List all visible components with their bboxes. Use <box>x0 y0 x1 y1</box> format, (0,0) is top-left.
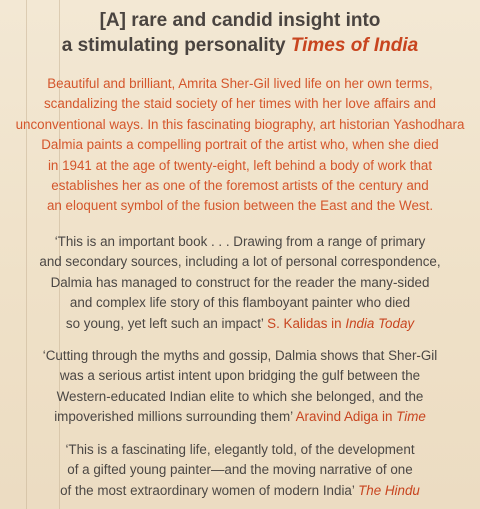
intro-line: establishes her as one of the foremost artists of the century and <box>51 178 429 194</box>
quote-line-last <box>6 481 474 501</box>
intro-line: Beautiful and brilliant, Amrita Sher-Gil lived life on her own terms, <box>47 76 433 91</box>
header-line-2 <box>0 33 480 58</box>
quote-line-last <box>6 314 474 334</box>
header-line-2-text: a stimulating personality <box>61 35 286 56</box>
header-line-1: [A] rare and candid insight into <box>99 10 381 31</box>
quote-line: ‘This is an important book . . . Drawing from a range of primary <box>54 234 426 249</box>
quote-line: ‘This is a fascinating life, elegantly told, of the development <box>65 442 415 457</box>
attribution-publication: India Today <box>345 315 415 331</box>
intro-line: in 1941 at the age of twenty-eight, left behind a body of work that <box>47 157 433 173</box>
intro-paragraph <box>6 74 474 217</box>
intro-line: an eloquent symbol of the fusion between the East and the West. <box>46 198 434 214</box>
quote-line: Dalmia has managed to construct for the reader the many-sided <box>50 274 430 290</box>
attribution-in: in <box>381 409 393 425</box>
review-quote-3 <box>6 440 474 501</box>
quote-text: of the most extraordinary women of modern India’ <box>60 482 355 498</box>
quote-line: and secondary sources, including a lot of personal correspondence, <box>39 254 441 270</box>
quote-line: of a gifted young painter—and the moving narrative of one <box>67 462 413 478</box>
quote-line: and complex life story of this flamboyant painter who died <box>69 295 411 311</box>
header-source: Times of India <box>290 35 419 56</box>
header-quote <box>0 8 480 58</box>
attribution-name: Aravind Adiga <box>295 409 379 425</box>
quote-attribution <box>267 316 414 331</box>
review-quote-2 <box>6 346 474 428</box>
review-quote-1 <box>6 232 474 334</box>
attribution-publication: The Hindu <box>358 482 420 498</box>
quote-attribution <box>358 483 420 498</box>
quote-attribution <box>296 409 426 424</box>
quote-line: ‘Cutting through the myths and gossip, Dalmia shows that Sher-Gil <box>42 348 438 363</box>
quote-text: so young, yet left such an impact’ <box>65 315 264 331</box>
quote-line: Western-educated Indian elite to which she belonged, and the <box>56 388 424 404</box>
quote-text: impoverished millions surrounding them’ <box>54 409 293 425</box>
intro-line: scandalizing the staid society of her times with her love affairs and <box>43 96 436 112</box>
intro-line: unconventional ways. In this fascinating biography, art historian Yashodhara <box>15 116 465 132</box>
attribution-name: S. Kalidas <box>267 315 328 331</box>
quote-line: was a serious artist intent upon bridging the gulf between the <box>59 368 421 384</box>
attribution-publication: Time <box>396 409 426 425</box>
quote-line-last <box>6 407 474 427</box>
attribution-in: in <box>331 315 342 331</box>
intro-line: Dalmia paints a compelling portrait of the artist who, when she died <box>41 137 439 153</box>
